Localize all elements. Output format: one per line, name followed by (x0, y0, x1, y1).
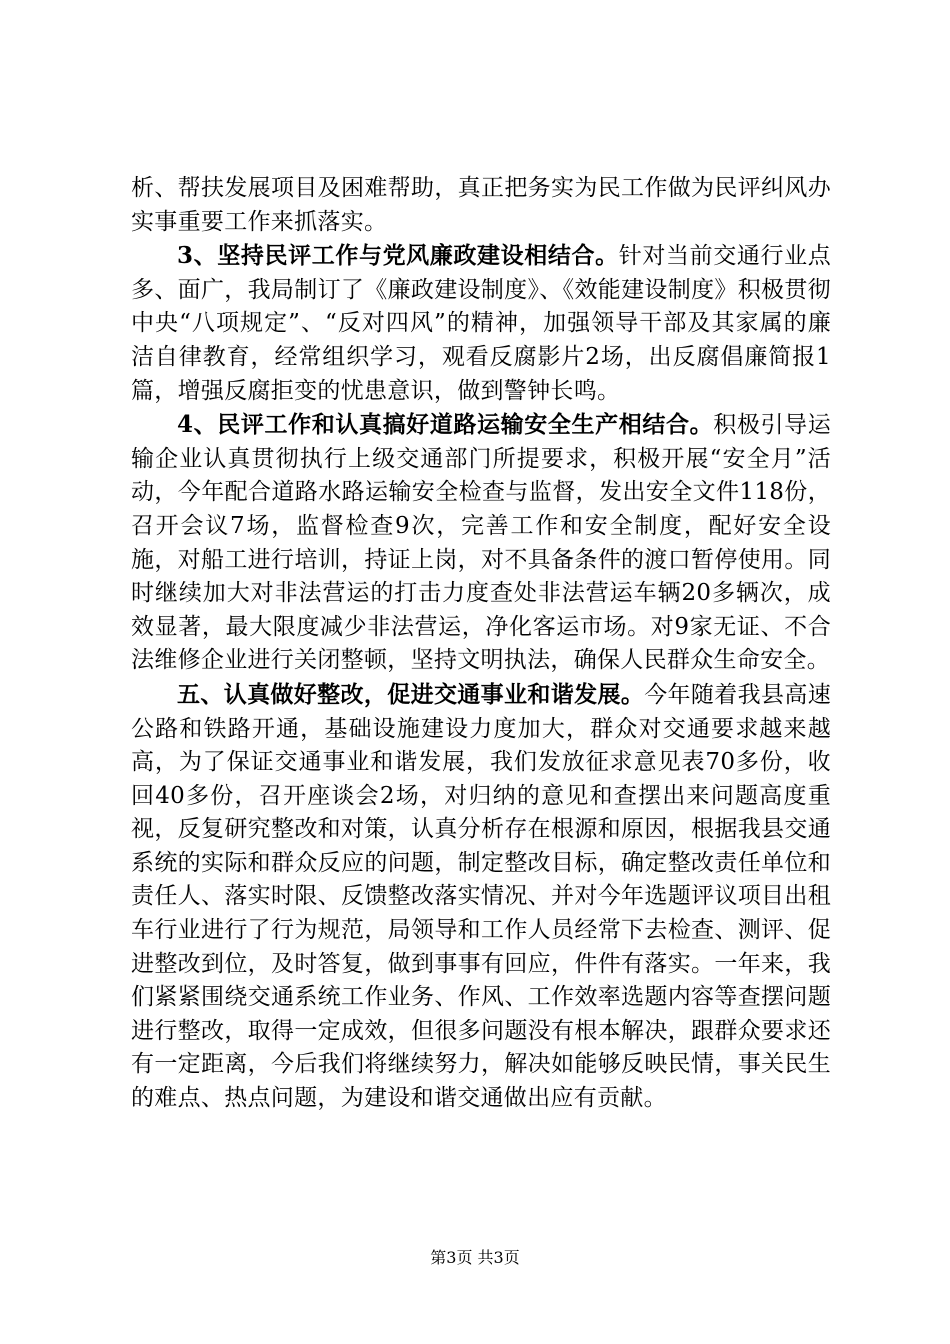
paragraph-heading: 4、民评工作和认真搞好道路运输安全生产相结合。 (177, 411, 714, 439)
paragraph-heading: 3、坚持民评工作与党风廉政建设相结合。 (177, 242, 619, 270)
paragraph-section-5 (131, 678, 831, 1116)
paragraph-text: 针对当前交通行业点多、面广，我局制订了《廉政建设制度》、《效能建设制度》积极贯彻中央“八项规定”、“反对四风”的精神，加强领导干部及其家属的廉洁自律教育，经常组织学习，观看反腐影片2场，出反腐倡廉简报1篇，增强反腐拒变的忧患意识，做到警钟长鸣。 (131, 243, 831, 404)
paragraph-text: 今年随着我县高速公路和铁路开通，基础设施建设力度加大，群众对交通要求越来越高，为了保证交通事业和谐发展，我们发放征求意见表70多份，收回40多份，召开座谈会2场，对归纳的意见和查摆出来问题高度重视，反复研究整改和对策，认真分析存在根源和原因，根据我县交通系统的实际和群众反应的问题，制定整改目标，确定整改责任单位和责任人、落实时限、反馈整改落实情况、并对今年选题评议项目出租车行业进行了行为规范，局领导和工作人员经常下去检查、测评、促进整改到位，及时答复，做到事事有回应，件件有落实。一年来，我们紧紧围绕交通系统工作业务、作风、工作效率选题内容等查摆问题进行整改，取得一定成效，但很多问题没有根本解决，跟群众要求还有一定距离，今后我们将继续努力，解决如能够反映民情，事关民生的难点、热点问题，为建设和谐交通做出应有贡献。 (131, 681, 832, 1112)
paragraph-text: 积极引导运输企业认真贯彻执行上级交通部门所提要求，积极开展“安全月”活动，今年配合道路水路运输安全检查与监督，发出安全文件118份，召开会议7场，监督检查9次，完善工作和安全制度，配好安全设施，对船工进行培训，持证上岗，对不具备条件的渡口暂停使用。同时继续加大对非法营运的打击力度查处非法营运车辆20多辆次，成效显著，最大限度减少非法营运，净化客运市场。对9家无证、不合法维修企业进行关闭整顿，坚持文明执法，确保人民群众生命安全。 (131, 412, 832, 674)
document-body (131, 172, 831, 1116)
paragraph-text: 析、帮扶发展项目及困难帮助，真正把务实为民工作做为民评纠风办实事重要工作来抓落实。 (131, 175, 831, 235)
page-footer (0, 1245, 950, 1268)
paragraph-section-3 (131, 239, 831, 408)
paragraph-heading: 五、认真做好整改，促进交通事业和谐发展。 (177, 680, 645, 708)
paragraph-section-4 (131, 408, 831, 678)
page-number-label: 第3页 共3页 (430, 1248, 520, 1267)
paragraph-continuation (131, 172, 831, 239)
